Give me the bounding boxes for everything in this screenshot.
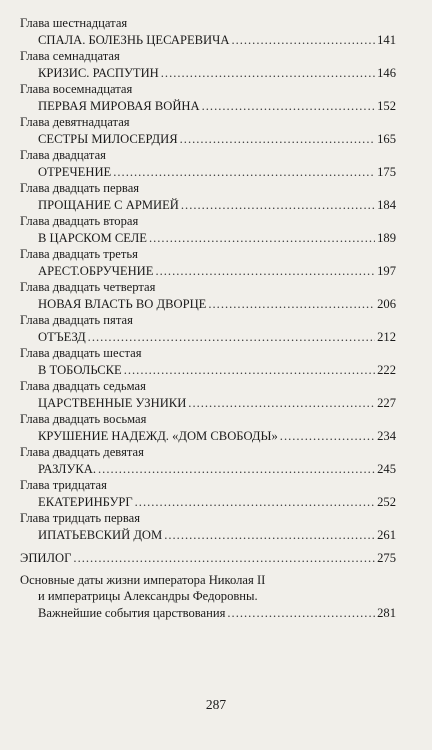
- toc-entry[interactable]: [20, 247, 396, 280]
- toc-chapter-label: Глава восемнадцатая: [20, 82, 133, 96]
- leader-dots: [73, 549, 375, 567]
- toc-chapter-label: Глава двадцать пятая: [20, 313, 133, 327]
- leader-dots: [231, 31, 375, 49]
- leader-dots: [227, 604, 375, 622]
- leader-dots: [208, 295, 375, 313]
- toc-page-number: 175: [377, 165, 396, 179]
- page-number: 287: [205, 697, 227, 712]
- toc-title-row: [20, 97, 396, 115]
- toc-dates-page: 281: [377, 606, 396, 620]
- leader-dots: [181, 196, 375, 214]
- toc-chapter-label: Глава тридцать первая: [20, 511, 141, 525]
- toc-title-row: [20, 163, 396, 181]
- toc-chapter-label: Глава тридцатая: [20, 478, 107, 492]
- toc-dates-title: Важнейшие события царствования: [38, 606, 226, 620]
- toc-chapter-label: Глава двадцать вторая: [20, 214, 139, 228]
- toc-chapter-label: Глава двадцать третья: [20, 247, 138, 261]
- toc-chapter-title: НОВАЯ ВЛАСТЬ ВО ДВОРЦЕ: [38, 297, 207, 311]
- toc-chapter-title: В ТОБОЛЬСКЕ: [38, 363, 122, 377]
- leader-dots: [88, 328, 375, 346]
- toc-chapter-title: ПРОЩАНИЕ С АРМИЕЙ: [38, 198, 179, 212]
- toc-title-row: [20, 427, 396, 445]
- toc-page-number: 245: [377, 462, 396, 476]
- toc-chapter-title: СПАЛА. БОЛЕЗНЬ ЦЕСАРЕВИЧА: [38, 33, 230, 47]
- toc-page-number: 222: [377, 363, 396, 377]
- toc-chapter-label: Глава двадцать восьмая: [20, 412, 147, 426]
- toc-chapter-title: ПЕРВАЯ МИРОВАЯ ВОЙНА: [38, 99, 200, 113]
- toc-page-number: 141: [377, 33, 396, 47]
- toc-title-row: [20, 460, 396, 478]
- toc-chapter-title: ИПАТЬЕВСКИЙ ДОМ: [38, 528, 163, 542]
- toc-dates-entry[interactable]: [20, 604, 396, 622]
- toc-title-row: [20, 526, 396, 544]
- toc-chapter-label: Глава двадцать девятая: [20, 445, 144, 459]
- toc-entry[interactable]: [20, 478, 396, 511]
- leader-dots: [280, 427, 375, 445]
- leader-dots: [202, 97, 375, 115]
- toc-page-number: 152: [377, 99, 396, 113]
- toc-entry[interactable]: [20, 148, 396, 181]
- toc-entry[interactable]: [20, 379, 396, 412]
- leader-dots: [135, 493, 375, 511]
- toc-title-row: [20, 196, 396, 214]
- toc-entry[interactable]: [20, 115, 396, 148]
- toc-entry[interactable]: [20, 445, 396, 478]
- toc-page-number: 197: [377, 264, 396, 278]
- toc-entry[interactable]: [20, 214, 396, 247]
- toc-page-number: 234: [377, 429, 396, 443]
- toc-chapter-label: Глава двадцать шестая: [20, 346, 142, 360]
- toc-title-row: [20, 361, 396, 379]
- toc-chapter-title: ЦАРСТВЕННЫЕ УЗНИКИ: [38, 396, 187, 410]
- toc-page-number: 252: [377, 495, 396, 509]
- toc-epilogue[interactable]: [20, 549, 396, 567]
- toc-chapter-label: Глава девятнадцатая: [20, 115, 130, 129]
- toc-page-number: 189: [377, 231, 396, 245]
- toc-epilogue-page: 275: [377, 551, 396, 565]
- toc-entry[interactable]: [20, 511, 396, 544]
- toc-chapter-label: Глава шестнадцатая: [20, 16, 128, 30]
- toc-chapter-title: АРЕСТ.ОБРУЧЕНИЕ: [38, 264, 154, 278]
- leader-dots: [149, 229, 375, 247]
- toc-dates-line2: и императрицы Александры Федоровны.: [38, 589, 258, 603]
- toc-title-row: [20, 262, 396, 280]
- toc-title-row: [20, 130, 396, 148]
- toc-chapter-title: КРИЗИС. РАСПУТИН: [38, 66, 159, 80]
- toc-entry[interactable]: [20, 280, 396, 313]
- toc-chapter-label: Глава двадцать седьмая: [20, 379, 146, 393]
- leader-dots: [155, 262, 375, 280]
- toc-page-number: 165: [377, 132, 396, 146]
- toc-title-row: [20, 31, 396, 49]
- toc-chapter-label: Глава двадцать первая: [20, 181, 140, 195]
- toc-entry[interactable]: [20, 82, 396, 115]
- toc-title-row: [20, 328, 396, 346]
- toc-chapter-title: КРУШЕНИЕ НАДЕЖД. «ДОМ СВОБОДЫ»: [38, 429, 278, 443]
- toc-page-number: 184: [377, 198, 396, 212]
- toc-chapter-title: РАЗЛУКА.: [38, 462, 97, 476]
- toc-entry[interactable]: [20, 346, 396, 379]
- toc-dates-line1: Основные даты жизни императора Николая II: [20, 573, 266, 587]
- toc-list: [20, 16, 396, 544]
- toc-chapter-title: ОТЪЕЗД: [38, 330, 86, 344]
- toc-chapter-title: СЕСТРЫ МИЛОСЕРДИЯ: [38, 132, 178, 146]
- toc-page-number: 206: [377, 297, 396, 311]
- toc-entry[interactable]: [20, 49, 396, 82]
- toc-title-row: [20, 394, 396, 412]
- toc-entry[interactable]: [20, 313, 396, 346]
- leader-dots: [124, 361, 375, 379]
- toc-page-number: 227: [377, 396, 396, 410]
- leader-dots: [161, 64, 375, 82]
- toc-chapter-title: ОТРЕЧЕНИЕ: [38, 165, 112, 179]
- toc-title-row: [20, 64, 396, 82]
- toc-title-row: [20, 229, 396, 247]
- toc-title-row: [20, 493, 396, 511]
- toc-entry[interactable]: [20, 412, 396, 445]
- toc-entry[interactable]: [20, 181, 396, 214]
- leader-dots: [164, 526, 375, 544]
- toc-chapter-title: ЕКАТЕРИНБУРГ: [38, 495, 133, 509]
- leader-dots: [188, 394, 375, 412]
- toc-page-number: 212: [377, 330, 396, 344]
- toc-page-number: 146: [377, 66, 396, 80]
- leader-dots: [113, 163, 375, 181]
- toc-chapter-label: Глава семнадцатая: [20, 49, 120, 63]
- leader-dots: [98, 460, 375, 478]
- toc-chapter-title: В ЦАРСКОМ СЕЛЕ: [38, 231, 147, 245]
- leader-dots: [180, 130, 375, 148]
- toc-entry[interactable]: [20, 16, 396, 49]
- toc-page-number: 261: [377, 528, 396, 542]
- toc-epilogue-title: ЭПИЛОГ: [20, 551, 72, 565]
- toc-chapter-label: Глава двадцатая: [20, 148, 106, 162]
- toc-chapter-label: Глава двадцать четвертая: [20, 280, 156, 294]
- toc-title-row: [20, 295, 396, 313]
